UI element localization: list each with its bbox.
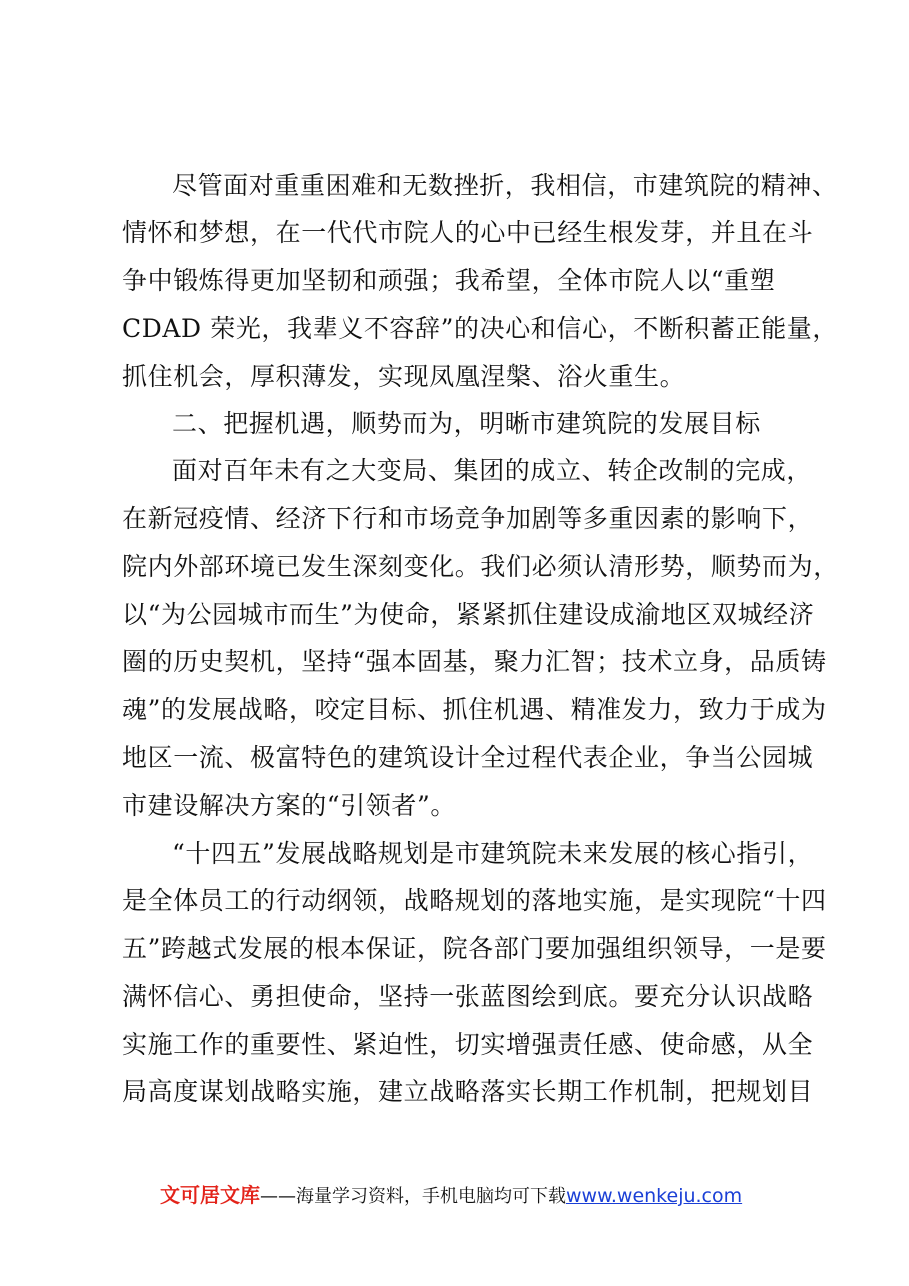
text-line: 以“为公园城市而生”为使命，紧紧抓住建设成渝地区双城经济 xyxy=(122,600,815,629)
text-line: 抓住机会，厚积薄发，实现凤凰涅槃、浴火重生。 xyxy=(122,362,686,391)
footer-tagline: ——海量学习资料，手机电脑均可下载 xyxy=(260,1186,566,1207)
text-line: 院内外部环境已发生深刻变化。我们必须认清形势，顺势而为， xyxy=(122,552,839,581)
text-line: 是全体员工的行动纲领，战略规划的落地实施，是实现院“十四 xyxy=(122,886,827,915)
text-line: 市建设解决方案的“引领者”。 xyxy=(122,791,456,820)
text-line: 魂”的发展战略，咬定目标、抓住机遇、精准发力，致力于成为 xyxy=(122,695,827,724)
text-line: 满怀信心、勇担使命，坚持一张蓝图绘到底。要充分认识战略 xyxy=(122,982,814,1011)
footer-banner xyxy=(160,1182,742,1210)
text-line: 五”跨越式发展的根本保证，院各部门要加强组织领导，一是要 xyxy=(122,934,827,963)
text-line: “十四五”发展战略规划是市建筑院未来发展的核心指引， xyxy=(172,839,814,868)
heading-line: 二、把握机遇，顺势而为，明晰市建筑院的发展目标 xyxy=(172,409,761,438)
text-line: 面对百年未有之大变局、集团的成立、转企改制的完成， xyxy=(172,456,813,485)
brand-name: 文可居文库 xyxy=(160,1183,260,1207)
text-line: CDAD 荣光，我辈义不容辞”的决心和信心，不断积蓄正能量， xyxy=(122,314,838,343)
text-line: 地区一流、极富特色的建筑设计全过程代表企业，争当公园城 xyxy=(122,743,814,772)
text-line: 圈的历史契机，坚持“强本固基，聚力汇智；技术立身，品质铸 xyxy=(122,647,827,676)
website-link[interactable]: www.wenkeju.com xyxy=(566,1185,743,1207)
text-line: 争中锻炼得更加坚韧和顽强；我希望，全体市院人以“重塑 xyxy=(122,266,776,295)
text-line: 尽管面对重重困难和无数挫折，我相信，市建筑院的精神、 xyxy=(172,171,838,200)
text-line: 局高度谋划战略实施，建立战略落实长期工作机制，把规划目 xyxy=(122,1077,814,1106)
text-line: 情怀和梦想，在一代代市院人的心中已经生根发芽，并且在斗 xyxy=(122,218,814,247)
text-line: 实施工作的重要性、紧迫性，切实增强责任感、使命感，从全 xyxy=(122,1030,814,1059)
text-line: 在新冠疫情、经济下行和市场竞争加剧等多重因素的影响下， xyxy=(122,504,814,533)
